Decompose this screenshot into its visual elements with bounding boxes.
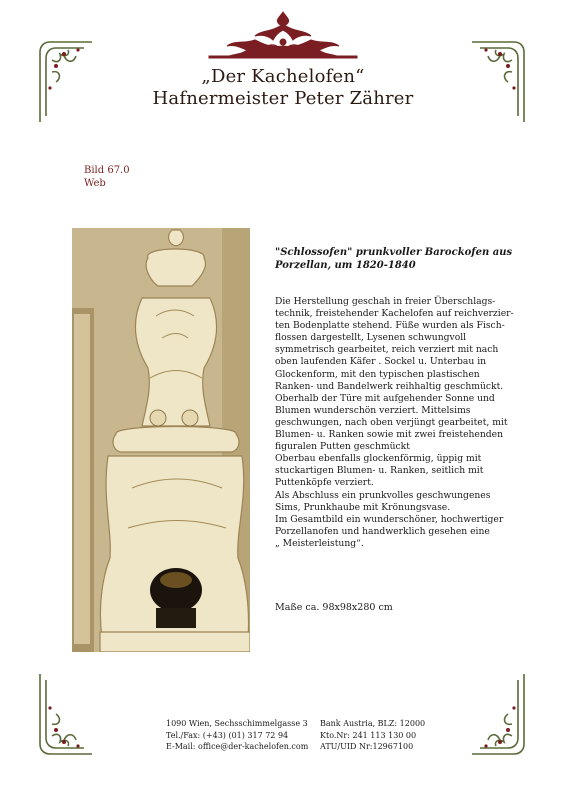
image-number: Bild 67.0 xyxy=(84,165,130,176)
footer-bank xyxy=(320,718,450,753)
footer-vat: ATU/UID Nr:12967100 xyxy=(320,742,414,751)
corner-flourish-icon xyxy=(470,672,530,758)
company-subtitle: Hafnermeister Peter Zährer xyxy=(152,88,414,109)
corner-flourish-icon xyxy=(470,38,530,124)
stove-photo xyxy=(72,228,250,652)
footer-contact xyxy=(166,718,316,753)
ornamental-crest-icon xyxy=(195,10,371,64)
image-reference xyxy=(84,164,130,190)
footer-account: Kto.Nr: 241 113 130 00 xyxy=(320,730,417,740)
item-description: Die Herstellung geschah in freier Überschlags- technik, freistehender Kachelofen auf reichverzier- ten Bodenplatte stehend. Füße wurden als Fisch- flossen dargestellt, Lysenen schwungvoll symmetrisch gearbeitet, reich verziert mit nach oben laufenden Käfer . Sockel u. Unterbau in Glockenform, mit den typischen plastischen Ranken- und Bandelwerk reihhaltig geschmückt. Oberhalb der Türe mit aufgehender Sonne und Blumen wunderschön verziert. Mittelsims geschwungen, nach oben verjüngt gearbeitet, mit Blumen- u. Ranken sowie mit zwei freistehenden figuralen Putten geschmückt Oberbau ebenfalls glockenförmig, üppig mit stuckartigen Blumen- u. Ranken, seitlich mit Puttenköpfe verziert. Als Abschluss ein prunkvolles geschwungenes Sims, Prunkhaube mit Krönungsvase. Im Gesamtbild ein wunderschöner, hochwertiger Porzellanofen und handwerklich gesehen eine „ Meisterleistung“. xyxy=(275,296,514,549)
footer-address: 1090 Wien, Sechsschimmelgasse 3 xyxy=(166,719,308,728)
footer-phone: Tel./Fax: (+43) (01) 317 72 94 xyxy=(166,730,289,740)
company-name: „Der Kachelofen“ xyxy=(201,66,365,87)
item-title: "Schlossofen" prunkvoller Barockofen aus Porzellan, um 1820-1840 xyxy=(275,247,513,271)
item-dimensions: Maße ca. 98x98x280 cm xyxy=(275,602,393,613)
image-tag: Web xyxy=(84,178,106,189)
footer-bank-name: Bank Austria, BLZ: 12000 xyxy=(320,719,426,728)
corner-flourish-icon xyxy=(34,672,94,758)
footer-email[interactable]: E-Mail: office@der-kachelofen.com xyxy=(166,742,309,751)
corner-flourish-icon xyxy=(34,38,94,124)
